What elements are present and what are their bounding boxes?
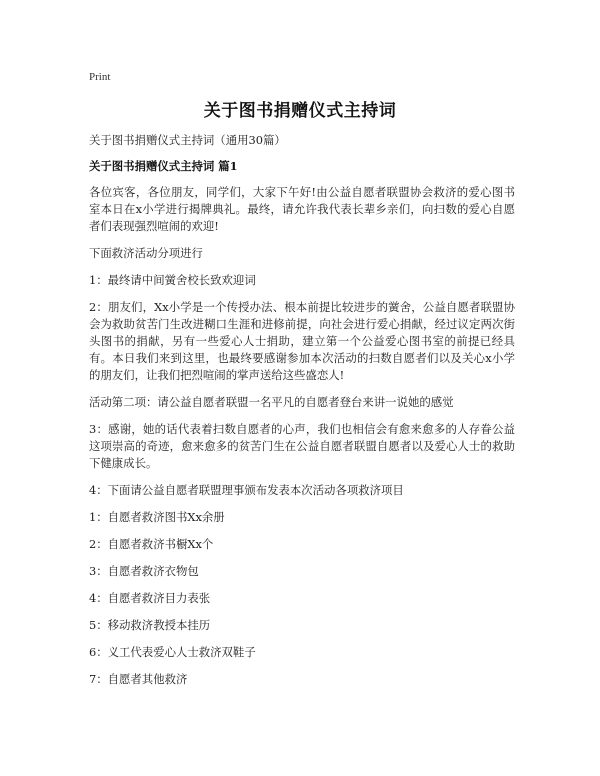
paragraph-item: 活动第二项：请公益自愿者联盟一名平凡的自愿者登台来讲一说她的感觉 [89, 395, 454, 409]
paragraph-item: 2：朋友们，Xx小学是一个传授办法、根本前提比较进步的黉舍，公益自愿者联盟协会为救助贫苦门生改进糊口生涯和进修前提，向社会进行爱心捐献，经过议定两次街头图书的捐献，另有一些爱心人士捐助，建立第一个公益爱心图书室的前提已经具有。本日我们来到这里，也最终要感谢参加本次活动的扫数自愿者们以及关心x小学的朋友们，让我们把烈喧闹的掌声送给这些盛恋人! [89, 300, 515, 382]
list-item: 2：自愿者救济书橱Xx个 [89, 537, 214, 551]
print-link[interactable]: Print [89, 71, 111, 83]
list-item: 5：移动救济教授本挂历 [89, 618, 211, 632]
section-heading: 关于图书捐赠仪式主持词 篇1 [89, 159, 238, 173]
paragraph-item: 1：最终请中间黉舍校长致欢迎词 [89, 273, 256, 287]
paragraph-agenda: 下面救济活动分项进行 [89, 246, 203, 260]
document-body [89, 132, 515, 698]
list-item: 3：自愿者救济衣物包 [89, 564, 199, 578]
document-subtitle: 关于图书捐赠仪式主持词（通用30篇） [89, 133, 286, 147]
list-item: 6：义工代表爱心人士救济双鞋子 [89, 645, 256, 659]
paragraph-intro: 各位宾客，各位朋友，同学们，大家下午好!由公益自愿者联盟协会救济的爱心图书室本日在x小学进行揭牌典礼。最终，请允许我代表长辈乡亲们，向扫数的爱心自愿者们表现强烈喧闹的欢迎! [89, 185, 515, 233]
page-title: 关于图书捐赠仪式主持词 [203, 101, 397, 121]
paragraph-item: 4：下面请公益自愿者联盟理事颁布发表本次活动各项救济项目 [89, 483, 404, 497]
paragraph-item: 3：感谢，她的话代表着扫数自愿者的心声，我们也相信会有愈来愈多的人存眷公益这项崇高的奇迹，愈来愈多的贫苦门生在公益自愿者联盟自愿者以及爱心人士的救助下健康成长。 [89, 422, 515, 470]
list-item: 1：自愿者救济图书Xx余册 [89, 510, 225, 524]
list-item: 4：自愿者救济目力表张 [89, 591, 211, 605]
list-item: 7：自愿者其他救济 [89, 672, 188, 686]
